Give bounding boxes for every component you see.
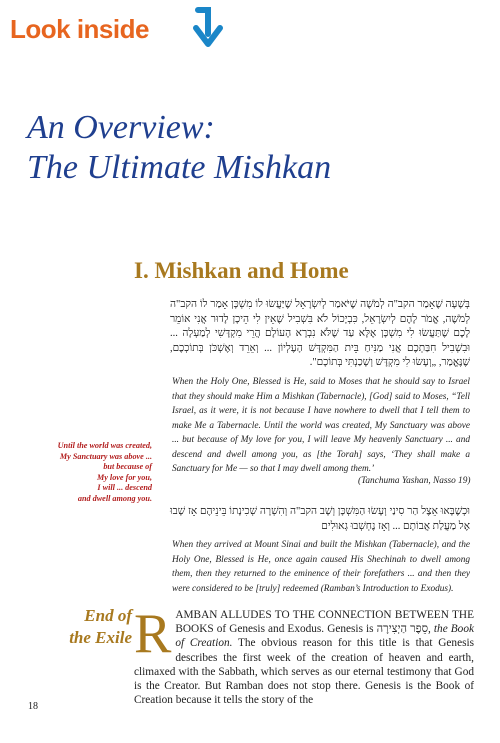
side-note-line: Until the world was created,: [57, 441, 152, 450]
body-text-rest: The obvious reason for this title is that Genesis describes the first week of the creation of heaven and earth, climaxed with the Sabbath, which serves as our eternal testimony that God is the Creator. But Ramban does not stop there. Genesis is the Book of Creation because it tells the story of the: [134, 637, 475, 707]
quote-citation: (Tanchuma Yashan, Nasso 19): [358, 476, 471, 486]
page-number: 18: [28, 701, 38, 712]
side-note-line: and dwell among you.: [77, 493, 152, 503]
side-note: [30, 441, 152, 504]
title-line-1: An Overview:: [27, 109, 215, 146]
side-note-line: My love for you,: [96, 472, 152, 482]
book-title: , the Book of Creation.: [175, 623, 474, 650]
body-text: of Genesis and Exodus. Genesis is: [213, 623, 377, 636]
title-line-2: The Ultimate Mishkan: [27, 149, 332, 186]
body-paragraph: [134, 603, 475, 707]
down-arrow-icon: [192, 4, 224, 48]
subheading: [58, 605, 132, 649]
subheading-line-1: End of: [84, 606, 132, 625]
page-title: [27, 108, 331, 188]
look-inside-banner[interactable]: Look inside: [10, 14, 149, 44]
subheading-line-2: the Exile: [69, 628, 132, 647]
body-small-caps: AMBAN ALLUDES TO THE CONNECTION BETWEEN THE BOOKS: [175, 609, 474, 636]
section-heading: I. Mishkan and Home: [134, 258, 349, 283]
side-note-line: I will ... descend: [97, 483, 152, 492]
side-note-line: but because of: [103, 462, 152, 471]
english-quote-2: When they arrived at Mount Sinai and built the Mishkan (Tabernacle), and the Holy One, Blessed is He, once again caused His Shechinah to dwell among them, then they returned to the eminence of their forefathers ... and then they were considered to be [truly] redeemed (Ramban’s Introduction to Exodus).: [172, 540, 470, 594]
hebrew-quote-2: וּכְשֶׁבָּאוּ אֵצֶל הַר סִינַי וְעָשׂוּ הַמִּשְׁכָּן וְשָׁב הקב"ה וְהִשְׁרָה שְׁכִינָתוֹ בֵּינֵיהֶם אָז שָׁבוּ אֶל מַעֲלַת אֲבוֹתָם ... וְאָז נֶחְשְׁבוּ גְאוּלִים: [170, 506, 470, 532]
hebrew-term: סֵפֶר הַיְצִירָה: [376, 623, 429, 636]
hebrew-quote-1: בְּשָׁעָה שֶׁאָמַר הקב"ה לְמֹשֶׁה שֶׁיֹּאמַר לְיִשְׂרָאֵל שֶׁיַּעֲשׂוּ לוֹ מִשְׁכָּן אָמַר לוֹ הקב"ה לְמֹשֶׁה, אֱמֹר לָהֶם לְיִשְׂרָאֵל, כִּבְיָכוֹל לֹא בִּשְׁבִיל שֶׁאֵין לִי הֵיכָן לָדוּר אֲנִי אוֹמֵר לָכֶם שֶׁתַּעֲשׂוּ לִי מִשְׁכָּן אֶלָּא עַד שֶׁלֹּא נִבְרָא הָעוֹלָם הֲרֵי מִקְדָּשִׁי לְמַעְלָה ... וּבִשְׁבִיל חִבַּתְכֶם אֲנִי מַנִּיחַ בֵּית הַמִּקְדָּשׁ הָעֶלְיוֹן ... וְאֵרֵד וְאֶשְׁכֹּן בְּתוֹכְכֶם, שֶׁנֶּאֱמַר, „וְעָשׂוּ לִי מִקְדָּשׁ וְשָׁכַנְתִּי בְּתוֹכָם".: [170, 299, 470, 368]
english-quote-1: When the Holy One, Blessed is He, said to Moses that he should say to Israel that they should make Him a Mishkan (Tabernacle), [God] said to Moses, “Tell Israel, as it were, it is not because I have nowhere to dwell that I tell them to make Me a Tabernacle. Until the world was created, My Sanctuary was above ... but because of My love for you, I will leave My heavenly Sanctuary ... and descend and dwell among you, as [the Torah] says, ‘They shall make a Sanctuary for Me — so that I may dwell among them.’: [172, 377, 470, 474]
side-note-line: My Sanctuary was above ...: [59, 451, 152, 461]
drop-cap: R: [134, 603, 172, 665]
